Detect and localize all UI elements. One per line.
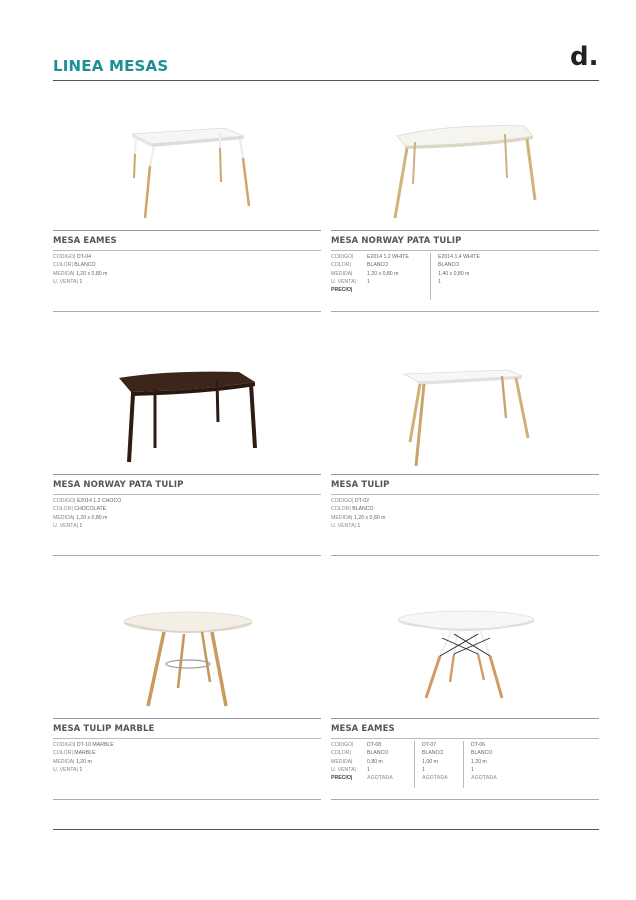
- spec-key: COLOR|: [331, 262, 351, 269]
- product-photo: [331, 118, 599, 228]
- header-divider: [53, 80, 599, 81]
- spec-value: DT-10 MARBLE: [76, 742, 114, 748]
- footer-divider: [53, 829, 599, 830]
- spec-key: CODIGO|: [53, 498, 76, 504]
- spec-value: DT-07: [422, 742, 437, 748]
- spec-key: MEDIDA|: [331, 514, 353, 521]
- spec-value: E2014 1.4 WHITE: [438, 254, 480, 260]
- spec-value: DT-04: [76, 254, 91, 260]
- divider: [53, 738, 321, 739]
- divider: [331, 718, 599, 719]
- spec-value: MARBLE: [74, 750, 96, 757]
- spec-value: 1: [357, 522, 361, 529]
- spec-value: 1,20 x 0,80 m: [353, 514, 386, 521]
- brand-logo: d.: [570, 42, 599, 72]
- divider: [331, 250, 599, 251]
- spec-list: [53, 741, 114, 774]
- product-photo: [331, 362, 599, 472]
- divider: [53, 555, 321, 556]
- spec-value: BLANCO: [74, 262, 96, 269]
- spec-key: MEDIDA|: [53, 514, 75, 521]
- spec-value: 1,40 x 0,80 m: [438, 270, 470, 277]
- divider: [53, 494, 321, 495]
- spec-value: 1,20 m: [75, 758, 92, 765]
- spec-key: MEDIDA|: [331, 270, 353, 277]
- spec-key: PRECIO|: [331, 287, 353, 294]
- spec-value: DT-06: [471, 742, 486, 748]
- spec-value: 1: [79, 278, 83, 285]
- spec-key: CODIGO|: [331, 498, 354, 504]
- spec-column: [367, 253, 423, 300]
- table-eames-round-image: [390, 606, 540, 716]
- spec-key: COLOR|: [331, 506, 351, 513]
- spec-value: DT-02: [354, 498, 369, 504]
- spec-value: 1: [422, 766, 425, 773]
- divider: [53, 311, 321, 312]
- spec-key: CODIGO|: [53, 742, 76, 748]
- spec-value: BLANCO: [471, 750, 493, 757]
- spec-value: DT-08: [367, 742, 382, 748]
- spec-table: [331, 741, 507, 788]
- spec-value: 1,20 x 0,80 m: [75, 270, 108, 277]
- spec-key: MEDIDA|: [53, 270, 75, 277]
- spec-value: 1: [367, 766, 370, 773]
- column-separator: [414, 741, 415, 788]
- spec-value: 1: [367, 278, 370, 285]
- spec-value: 0,80 m: [367, 758, 383, 765]
- sold-out-label: AGOTADA: [422, 775, 448, 782]
- spec-value: E2014 1.2 WHITE: [367, 254, 409, 260]
- spec-key: COLOR|: [331, 750, 351, 757]
- spec-value: CHOCOLATE: [74, 506, 107, 513]
- product-photo: [53, 118, 321, 228]
- spec-column: [422, 741, 456, 788]
- divider: [331, 555, 599, 556]
- table-tulip-image: [390, 362, 540, 472]
- product-title: MESA EAMES: [53, 236, 117, 246]
- product-title: MESA EAMES: [331, 724, 395, 734]
- spec-value: 1: [438, 278, 441, 285]
- spec-key: U. VENTA|: [53, 766, 78, 773]
- divider: [53, 799, 321, 800]
- spec-key: COLOR|: [53, 750, 73, 757]
- spec-value: 1: [471, 766, 474, 773]
- spec-keys: [331, 741, 367, 788]
- spec-value: BLANCO: [367, 750, 389, 757]
- spec-value: BLANCO: [367, 262, 389, 269]
- divider: [53, 718, 321, 719]
- divider: [53, 474, 321, 475]
- table-norway-white-image: [385, 118, 545, 228]
- spec-list: [53, 253, 107, 286]
- product-title: MESA NORWAY PATA TULIP: [331, 236, 462, 246]
- divider: [53, 230, 321, 231]
- divider: [331, 230, 599, 231]
- spec-key: COLOR|: [53, 506, 73, 513]
- spec-key: U. VENTA|: [331, 278, 356, 285]
- divider: [331, 494, 599, 495]
- spec-key: PRECIO|: [331, 775, 353, 782]
- spec-column: [471, 741, 507, 788]
- column-separator: [463, 741, 464, 788]
- spec-value: 1,20 x 0,80 m: [75, 514, 108, 521]
- spec-list: [331, 497, 385, 530]
- table-norway-choco-image: [107, 362, 267, 472]
- product-photo: [53, 606, 321, 716]
- spec-value: 1,20 x 0,80 m: [367, 270, 399, 277]
- spec-value: BLANCO: [352, 506, 374, 513]
- spec-key: MEDIDA|: [53, 758, 75, 765]
- divider: [331, 738, 599, 739]
- spec-key: U. VENTA|: [331, 522, 356, 529]
- spec-value: 1: [79, 766, 83, 773]
- product-photo: [331, 606, 599, 716]
- product-title: MESA TULIP: [331, 480, 390, 490]
- divider: [331, 799, 599, 800]
- spec-list: [53, 497, 121, 530]
- spec-key: CODIGO|: [53, 254, 76, 260]
- spec-column: [367, 741, 407, 788]
- spec-table: [331, 253, 498, 300]
- divider: [331, 474, 599, 475]
- product-photo: [53, 362, 321, 472]
- spec-key: COLOR|: [53, 262, 73, 269]
- spec-value: 1,20 m: [471, 758, 487, 765]
- divider: [53, 250, 321, 251]
- spec-value: 1: [79, 522, 83, 529]
- spec-column: [438, 253, 498, 300]
- spec-key: MEDIDA|: [331, 758, 353, 765]
- divider: [331, 311, 599, 312]
- spec-key: U. VENTA|: [53, 278, 78, 285]
- spec-keys: [331, 253, 367, 300]
- table-tulip-marble-image: [112, 606, 262, 716]
- product-title: MESA NORWAY PATA TULIP: [53, 480, 184, 490]
- spec-value: BLANCO: [438, 262, 460, 269]
- spec-value: E2014 1.2 CHOCO: [76, 498, 122, 504]
- sold-out-label: AGOTADA: [367, 775, 393, 782]
- sold-out-label: AGOTADA: [471, 775, 497, 782]
- table-eames-image: [112, 118, 262, 228]
- column-separator: [430, 253, 431, 300]
- spec-key: CODIGO|: [331, 254, 354, 260]
- product-title: MESA TULIP MARBLE: [53, 724, 155, 734]
- spec-key: U. VENTA|: [331, 766, 356, 773]
- spec-key: U. VENTA|: [53, 522, 78, 529]
- spec-value: BLANCO: [422, 750, 444, 757]
- page-title: LINEA MESAS: [53, 57, 169, 75]
- spec-key: CODIGO|: [331, 742, 354, 748]
- spec-value: 1,00 m: [422, 758, 438, 765]
